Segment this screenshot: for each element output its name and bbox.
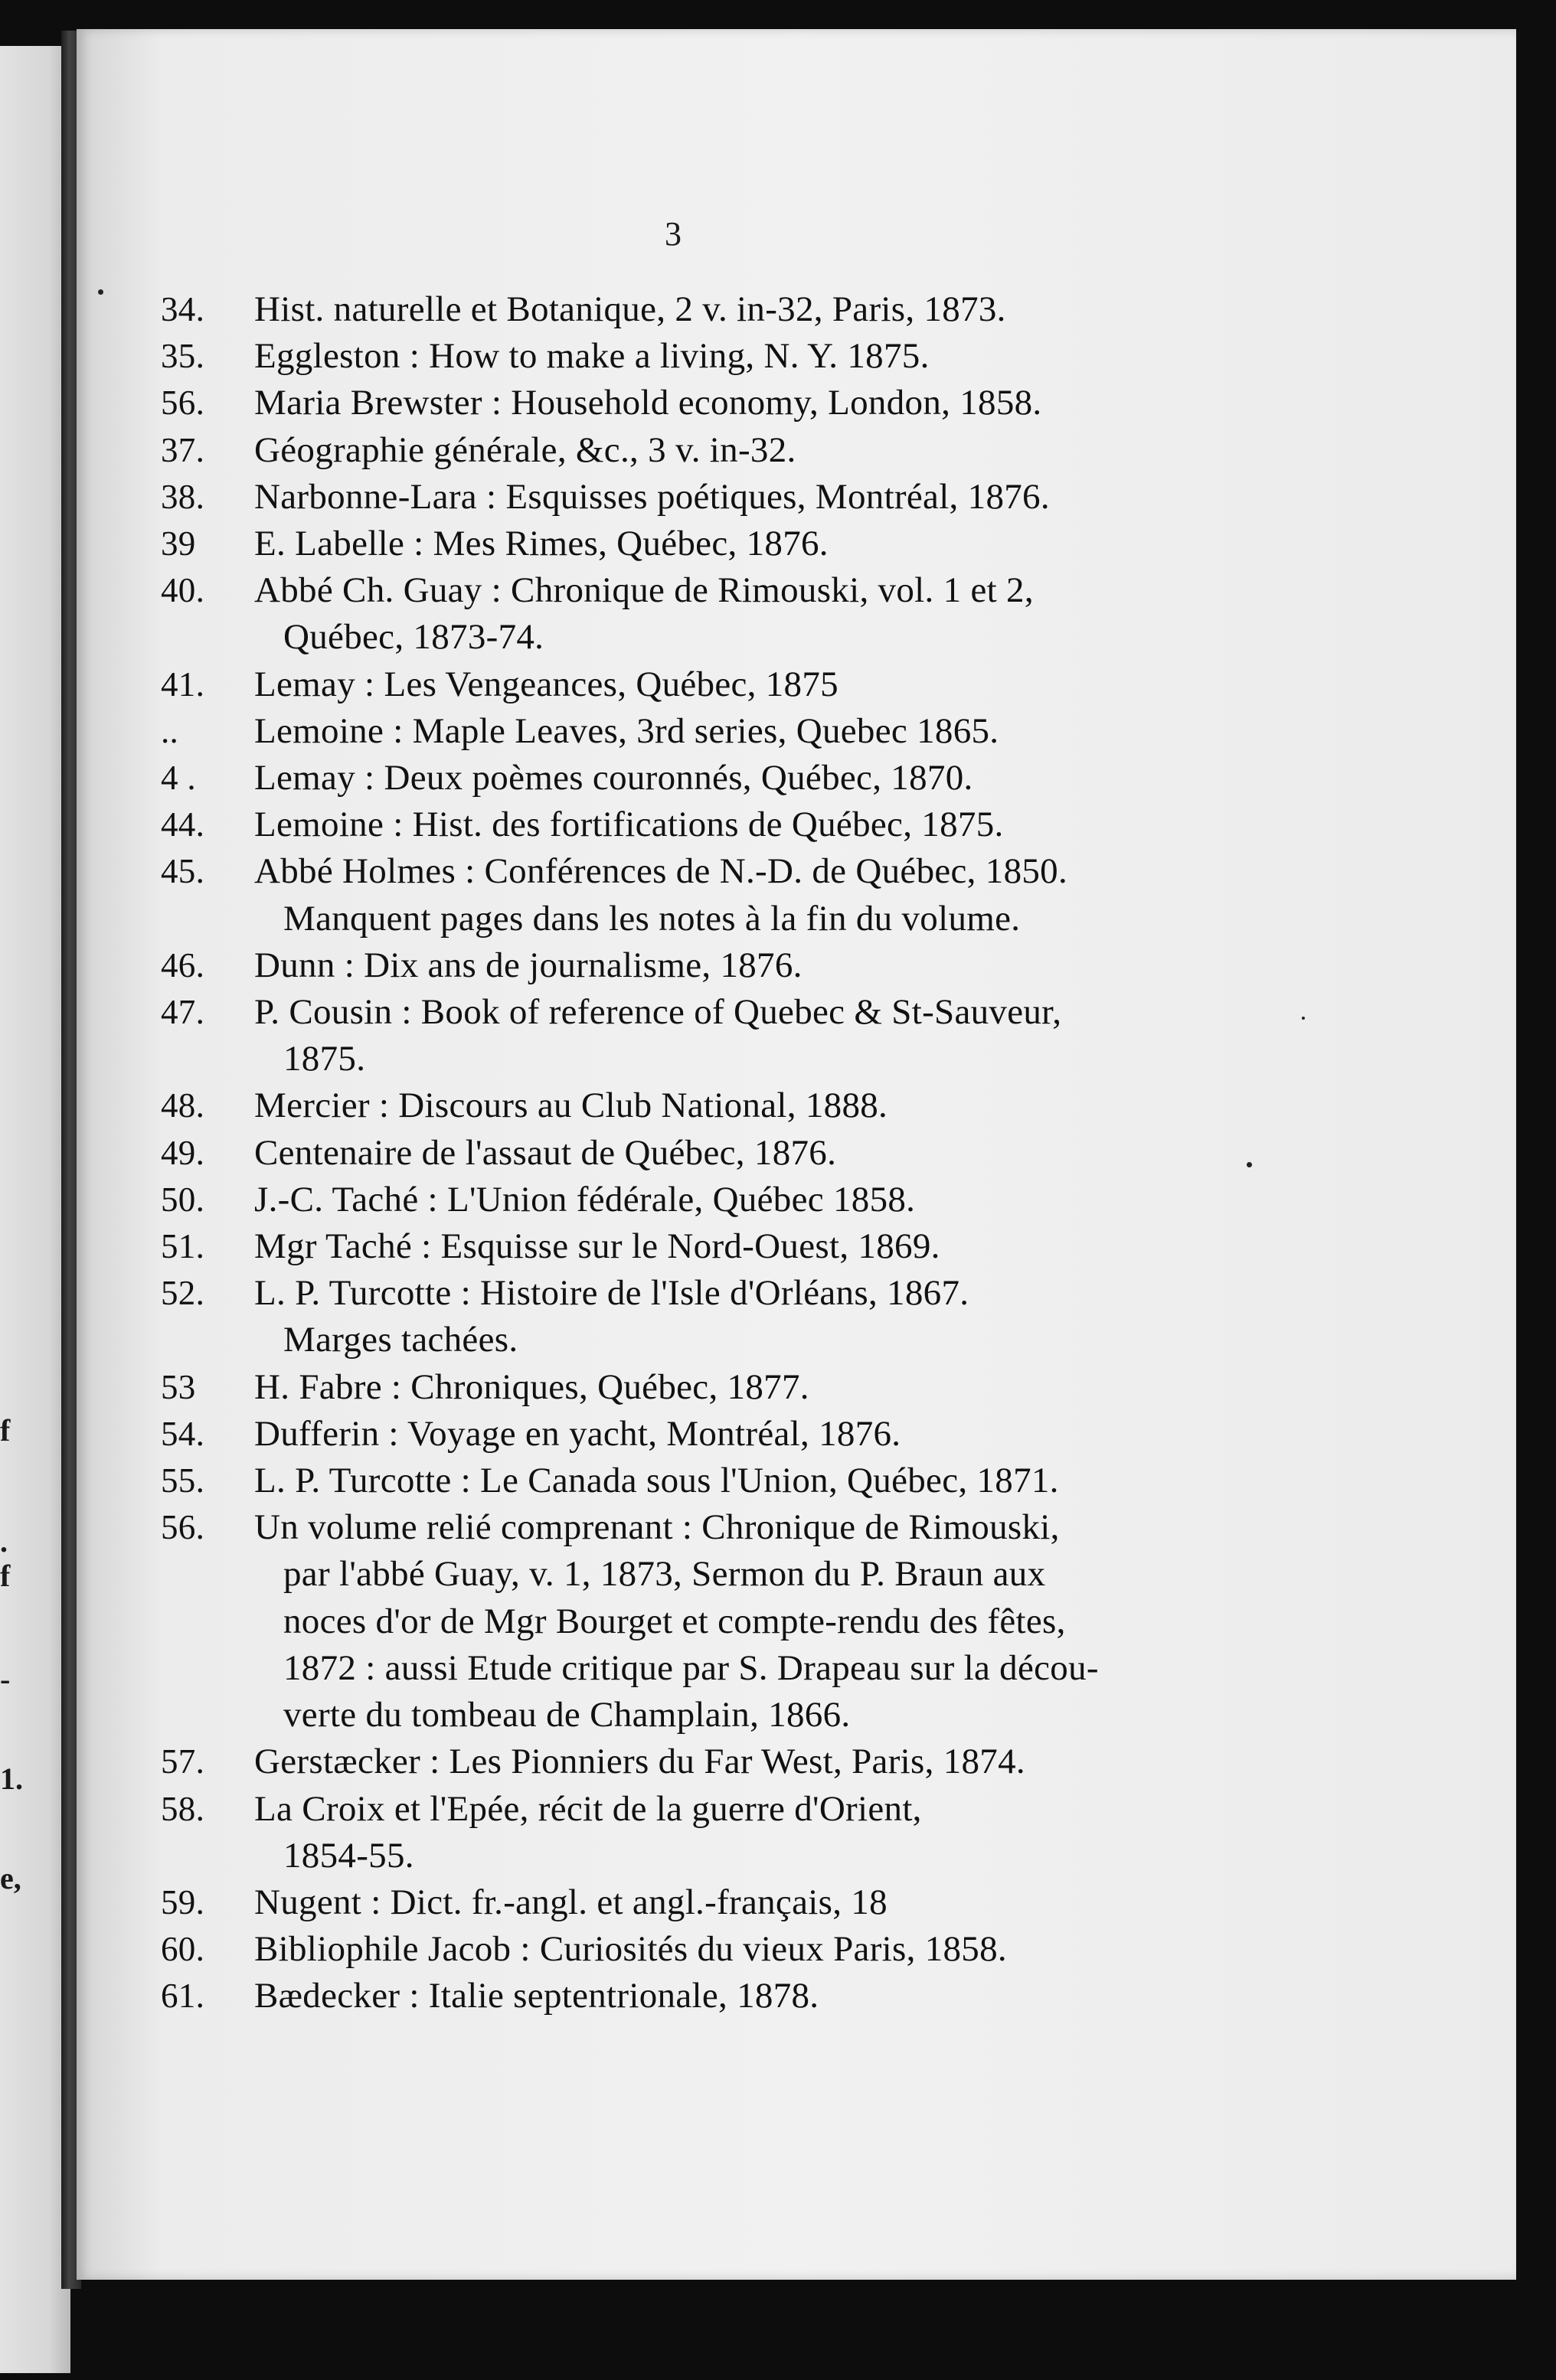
entry-number: 44. — [161, 805, 205, 844]
entry-number: 56. — [161, 384, 205, 423]
entry-text — [254, 848, 1325, 942]
entry-text — [254, 1973, 1325, 2019]
entry-number: 51. — [161, 1227, 205, 1266]
entry-continuation-line: Manquent pages dans les notes à la fin du volume. — [283, 898, 1021, 939]
entry-line: Abbé Ch. Guay : Chronique de Rimouski, vol. 1 et 2, — [254, 570, 1034, 611]
entry-line: P. Cousin : Book of reference of Quebec & St-Sauveur, — [254, 992, 1062, 1033]
entry-line: H. Fabre : Chroniques, Québec, 1877. — [254, 1366, 809, 1407]
entry-number: 47. — [161, 993, 205, 1032]
entry-line: Gerstæcker : Les Pionniers du Far West, Paris, 1874. — [254, 1742, 1025, 1782]
entry-number: 57. — [161, 1742, 205, 1781]
entry-line: L. P. Turcotte : Histoire de l'Isle d'Orléans, 1867. — [254, 1273, 969, 1314]
entry-continuation-line: Québec, 1873-74. — [283, 617, 544, 658]
entry-number: 38. — [161, 477, 205, 516]
catalog-entry — [161, 567, 1325, 661]
catalog-entry — [161, 333, 1325, 380]
catalog-entry — [161, 1973, 1325, 2019]
entry-number: 61. — [161, 1977, 205, 2016]
entry-number: 60. — [161, 1930, 205, 1969]
entry-text — [254, 1879, 1325, 1926]
entry-text — [254, 521, 1325, 567]
entry-number: 49. — [161, 1133, 205, 1172]
entry-number: 59. — [161, 1882, 205, 1921]
catalog-entry — [161, 427, 1325, 474]
entry-number: 45. — [161, 852, 205, 891]
entry-text — [254, 1504, 1325, 1738]
entry-text — [254, 427, 1325, 474]
entry-line: La Croix et l'Epée, récit de la guerre d'Orient, — [254, 1788, 922, 1829]
entry-text — [254, 1130, 1325, 1177]
margin-mark: f — [0, 1559, 11, 1593]
entry-line: Lemay : Les Vengeances, Québec, 1875 — [254, 664, 838, 704]
entry-text — [254, 1082, 1325, 1129]
entry-text — [254, 286, 1325, 333]
catalog-entry — [161, 1364, 1325, 1411]
entry-text — [254, 1364, 1325, 1411]
entry-line: Eggleston : How to make a living, N. Y. 1875. — [254, 336, 930, 377]
entry-number: 56. — [161, 1508, 205, 1547]
entry-continuation-line: verte du tombeau de Champlain, 1866. — [283, 1695, 851, 1735]
page-number: 3 — [665, 215, 682, 253]
catalog-entry — [161, 661, 1325, 708]
catalog-entry — [161, 1411, 1325, 1458]
catalog-entry — [161, 1458, 1325, 1504]
entry-text — [254, 1458, 1325, 1504]
entry-line: Géographie générale, &c., 3 v. in-32. — [254, 429, 796, 470]
catalog-entry — [161, 1177, 1325, 1223]
catalog-entry-list — [161, 286, 1325, 2020]
entry-number: 53 — [161, 1367, 196, 1406]
entry-number: 37. — [161, 430, 205, 469]
catalog-entry — [161, 474, 1325, 521]
entry-line: Centenaire de l'assaut de Québec, 1876. — [254, 1132, 837, 1173]
entry-number: 52. — [161, 1274, 205, 1313]
entry-text — [254, 801, 1325, 848]
margin-mark: e, — [0, 1861, 21, 1895]
entry-line: Mgr Taché : Esquisse sur le Nord-Ouest, 1869. — [254, 1226, 940, 1267]
entry-line: Maria Brewster : Household economy, London, 1858. — [254, 383, 1042, 423]
entry-text — [254, 708, 1325, 755]
entry-text — [254, 1411, 1325, 1458]
entry-line: Bibliophile Jacob : Curiosités du vieux Paris, 1858. — [254, 1929, 1007, 1970]
catalog-entry — [161, 1786, 1325, 1879]
entry-continuation-line: 1854-55. — [283, 1835, 414, 1876]
document-page — [77, 29, 1516, 2280]
entry-line: L. P. Turcotte : Le Canada sous l'Union, Québec, 1871. — [254, 1461, 1059, 1501]
entry-text — [254, 1177, 1325, 1223]
catalog-entry — [161, 1270, 1325, 1363]
entry-line: Narbonne-Lara : Esquisses poétiques, Montréal, 1876. — [254, 476, 1050, 517]
entry-continuation-line: 1875. — [283, 1039, 366, 1079]
entry-number: 54. — [161, 1414, 205, 1453]
entry-number: 46. — [161, 945, 205, 984]
entry-number: 34. — [161, 290, 205, 328]
catalog-entry — [161, 521, 1325, 567]
catalog-entry — [161, 801, 1325, 848]
catalog-entry — [161, 380, 1325, 426]
catalog-entry — [161, 1130, 1325, 1177]
entry-text — [254, 1786, 1325, 1879]
entry-number: 48. — [161, 1086, 205, 1125]
entry-text — [254, 661, 1325, 708]
catalog-entry — [161, 848, 1325, 942]
entry-line: Nugent : Dict. fr.-angl. et angl.-français, 18 — [254, 1882, 888, 1922]
entry-line: Dufferin : Voyage en yacht, Montréal, 1876. — [254, 1413, 901, 1454]
entry-text — [254, 567, 1325, 661]
entry-text — [254, 474, 1325, 521]
entry-number: .. — [161, 711, 179, 750]
entry-text — [254, 755, 1325, 801]
entry-line: Lemoine : Hist. des fortifications de Québec, 1875. — [254, 805, 1004, 845]
margin-mark: 1. — [0, 1761, 23, 1796]
entry-text — [254, 1223, 1325, 1270]
catalog-entry — [161, 708, 1325, 755]
entry-number: 35. — [161, 337, 205, 376]
entry-text — [254, 1270, 1325, 1363]
entry-continuation-line: par l'abbé Guay, v. 1, 1873, Sermon du P. Braun aux — [283, 1554, 1046, 1595]
margin-mark: - — [0, 1662, 11, 1696]
entry-number: 55. — [161, 1461, 205, 1500]
entry-number: 58. — [161, 1789, 205, 1828]
entry-number: 4 . — [161, 759, 196, 798]
entry-number: 39 — [161, 524, 196, 563]
entry-text — [254, 1926, 1325, 1973]
entry-text — [254, 333, 1325, 380]
entry-line: J.-C. Taché : L'Union fédérale, Québec 1858. — [254, 1179, 916, 1219]
catalog-entry — [161, 1504, 1325, 1738]
catalog-entry — [161, 989, 1325, 1082]
catalog-entry — [161, 755, 1325, 801]
entry-number: 50. — [161, 1180, 205, 1219]
entry-line: Un volume relié comprenant : Chronique de Rimouski, — [254, 1507, 1060, 1548]
margin-mark: . — [0, 1524, 8, 1559]
entry-continuation-line: Marges tachées. — [283, 1320, 518, 1360]
margin-mark: f — [0, 1413, 11, 1448]
entry-text — [254, 989, 1325, 1082]
facing-page-edge — [0, 46, 70, 2373]
entry-line: Mercier : Discours au Club National, 1888. — [254, 1086, 888, 1126]
entry-line: Bædecker : Italie septentrionale, 1878. — [254, 1976, 819, 2016]
catalog-entry — [161, 1738, 1325, 1785]
entry-number: 40. — [161, 571, 205, 610]
entry-text — [254, 1738, 1325, 1785]
entry-text — [254, 380, 1325, 426]
catalog-entry — [161, 286, 1325, 333]
entry-line: Abbé Holmes : Conférences de N.-D. de Québec, 1850. — [254, 851, 1068, 892]
entry-text — [254, 942, 1325, 989]
entry-continuation-line: noces d'or de Mgr Bourget et compte-rendu des fêtes, — [283, 1601, 1066, 1641]
entry-number: 41. — [161, 664, 205, 704]
entry-line: E. Labelle : Mes Rimes, Québec, 1876. — [254, 524, 829, 564]
entry-line: Hist. naturelle et Botanique, 2 v. in-32, Paris, 1873. — [254, 289, 1006, 329]
entry-line: Lemoine : Maple Leaves, 3rd series, Quebec 1865. — [254, 710, 999, 751]
page-speck — [98, 289, 103, 295]
catalog-entry — [161, 1926, 1325, 1973]
entry-line: Lemay : Deux poèmes couronnés, Québec, 1870. — [254, 758, 973, 798]
entry-line: Dunn : Dix ans de journalisme, 1876. — [254, 945, 803, 985]
catalog-entry — [161, 1223, 1325, 1270]
catalog-entry — [161, 1879, 1325, 1926]
entry-continuation-line: 1872 : aussi Etude critique par S. Drapeau sur la décou- — [283, 1647, 1099, 1688]
catalog-entry — [161, 1082, 1325, 1129]
catalog-entry — [161, 942, 1325, 989]
